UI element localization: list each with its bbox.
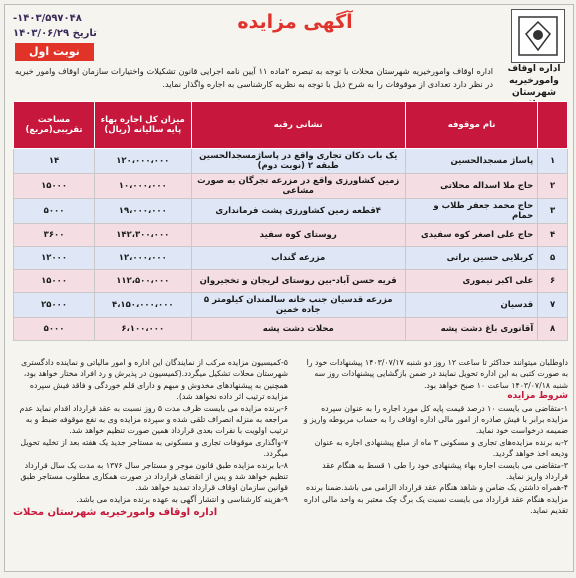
advertisement-page (4, 4, 574, 572)
table-row (14, 293, 568, 318)
cell-index: ۷ (538, 293, 568, 318)
condition-item: ۵-کمیسیون مزایده مرکب از نمایندگان این اداره و امور مالیاتی و نماینده دادگستری شهرستان محلات تشکیل میگردد.(کمیسیون در پذیرش و رد افراد مختار خواهد بود، همچنین به پیشنهادهای مخدوش و مبهم و دارای قلم خوردگی و فاقد فیش سپرده مزایده ترتیب اثر داده نخواهد شد). (21, 358, 288, 402)
header (5, 5, 573, 63)
cell-rent: ۱۴۲،۳۰۰،۰۰۰ (95, 224, 191, 247)
cell-address: مزرعه گنداب (191, 247, 405, 270)
table-row (14, 199, 568, 224)
col-header-address: نشانی رقبه (191, 102, 405, 149)
intro-text: اداره اوقاف وامورخیریه شهرستان محلات با توجه به تبصره ۲ماده ۱۱ آیین نامه اجرایی قانون تشکیلات واختیارات سازمان اوقاف وامور خیریه در نظر دارد تعدادی از موقوفات را به شرح ذیل با توجه به نظریه کارشناسی به اجاره واگذار نماید. (15, 66, 493, 89)
cell-rent: ۱۲۰،۰۰۰،۰۰۰ (95, 149, 191, 174)
cell-rent: ۱۰،۰۰۰،۰۰۰ (95, 174, 191, 199)
cell-index: ۴ (538, 224, 568, 247)
cell-rent: ۱۹،۰۰۰،۰۰۰ (95, 199, 191, 224)
cell-endowment-name: علی اکبر نیموری (405, 270, 537, 293)
cell-address: ۴قطعه زمین کشاورزی پشت فرمانداری (191, 199, 405, 224)
cell-area: ۳۶۰۰ (14, 224, 95, 247)
cell-area: ۱۵۰۰۰ (14, 270, 95, 293)
cell-endowment-name: حاج علی اصغر کوه سفیدی (405, 224, 537, 247)
col-header-index (538, 102, 568, 149)
conditions-right-column (298, 357, 568, 517)
table-row (14, 270, 568, 293)
conditions-section (13, 357, 568, 565)
cell-rent: ۱۱۲،۵۰۰،۰۰۰ (95, 270, 191, 293)
cell-index: ۵ (538, 247, 568, 270)
conditions-left-column (13, 357, 288, 519)
cell-rent: ۱۲،۰۰۰،۰۰۰ (95, 247, 191, 270)
condition-item: ۳-متقاضی می بایست اجاره بهاء پیشنهادی خود را طی ۱ قسط به هنگام عقد قرارداد واریز نماید. (322, 460, 568, 482)
cell-endowment-name: آقانوری باغ دشت پشه (405, 318, 537, 341)
table-row (14, 318, 568, 341)
ad-number (13, 11, 97, 41)
condition-item: ۹-هزینه کارشناسی و انتشار آگهی به عهده برنده مزایده می باشد. (76, 494, 288, 504)
col-header-area: مساحت تقریبی(مربع) (14, 102, 95, 149)
cell-address: محلات دشت پشه (191, 318, 405, 341)
cell-area: ۱۴ (14, 149, 95, 174)
condition-item: ۶-برنده مزایده می بایست ظرف مدت ۵ روز نسبت به عقد قرارداد اقدام نماید عدم مراجعه به منزله انصراف تلقی شده و سپرده مزایده وی به نفع موقوفه ضبط و به ترتیب اولویت با نفرات بعدی قرارداد همین صورت تنظیم خواهد شد. (19, 403, 288, 436)
org-name: اداره اوقاف وامورخیریه شهرستان (507, 64, 561, 98)
condition-item: ۴-همراه داشتن یک ضامن و شاهد هنگام عقد قرارداد الزامی می باشد.ضمنا برنده مزایده هنگام عقد قرارداد می بایست نسبت یک برگ چک معتبر به واحد مالی اداره تقدیم نماید. (303, 483, 568, 516)
condition-item: ۲-به برنده مزایده‌های تجاری و مسکونی ۳ ماه از مبلغ پیشنهادی اجاره به عنوان ودیعه اخذ خواهد گردید. (314, 437, 568, 459)
col-header-rent: میزان کل اجاره بهاء پایه سالیانه (ریال) (95, 102, 191, 149)
cell-index: ۳ (538, 199, 568, 224)
table-row (14, 247, 568, 270)
round-badge: نوبت اول (15, 43, 94, 61)
condition-item: ۱-متقاضی می بایست ۱۰ درصد قیمت پایه کل مورد اجاره را به عنوان سپرده مزایده برابر با فیش صادره از امور مالی اداره اوقاف را به حساب مربوطه واریز و ضمیمه درخواست خود نماید. (303, 403, 568, 436)
table-row (14, 224, 568, 247)
cell-address: روستای کوه سفید (191, 224, 405, 247)
table-row (14, 174, 568, 199)
cell-index: ۸ (538, 318, 568, 341)
cell-address: مزرعه قدسیان جنب خانه سالمندان کیلومتر ۵ جاده خمین (191, 293, 405, 318)
cell-endowment-name: قدسیان (405, 293, 537, 318)
deadline-text: داوطلبان میتوانند حداکثر تا ساعت ۱۲ روز دو شنبه ۱۴۰۳/۰۷/۱۷ پیشنهادات خود را به صورت کتبی به این اداره تحویل نمایند در ضمن بازگشایی پیشنهادات روز سه شنبه ۱۴۰۳/۰۷/۱۸ ساعت ۱۰ صبح خواهد بود. (306, 358, 568, 390)
cell-rent: ۴،۱۵۰،۰۰۰،۰۰۰ (95, 293, 191, 318)
col-header-name: نام موقوفه (405, 102, 537, 149)
ad-title: آگهی مزایده (237, 11, 353, 33)
signature: اداره اوقاف وامورخیریه شهرستان محلات (13, 507, 218, 519)
cell-endowment-name: حاج ملا اسداله محلاتی (405, 174, 537, 199)
cell-endowment-name: پاساژ مسجدالحسین (405, 149, 537, 174)
table-header-row (14, 102, 568, 149)
cell-address: قریه حسن آباد-بین روستای لریجان و تخجیروان (191, 270, 405, 293)
condition-item: ۷-واگذاری موقوفات تجاری و مسکونی به مستاجر جدید یک هفته بعد از تخلیه تحویل میگردد. (20, 437, 288, 459)
cell-area: ۱۵۰۰۰ (14, 174, 95, 199)
cell-address: یک باب دکان تجاری واقع در پاساژمسجدالحسین طبقه ۲ (نوبت دوم) (191, 149, 405, 174)
number-line: ۱۴۰۳/۵۹۷۰۴۸- (13, 13, 82, 24)
cell-area: ۲۵۰۰۰ (14, 293, 95, 318)
cell-area: ۵۰۰۰ (14, 318, 95, 341)
cell-index: ۱ (538, 149, 568, 174)
table-row (14, 149, 568, 174)
condition-item: ۸-با برنده مزایده طبق قانون موجر و مستاجر سال ۱۳۷۶ به مدت یک سال قرارداد تنظیم خواهد شد و پس از انقضای قرارداد در صورت همکاری مطلوب مستاجر طبق قوانین سازمان اوقاف قرارداد تمدید خواهد شد. (20, 460, 288, 493)
cell-index: ۶ (538, 270, 568, 293)
cell-area: ۱۲۰۰۰ (14, 247, 95, 270)
cell-endowment-name: کربلایی حسین براتی (405, 247, 537, 270)
cell-area: ۵۰۰۰ (14, 199, 95, 224)
date-line: تاریخ ۱۴۰۳/۰۶/۲۹ (13, 28, 97, 39)
cell-endowment-name: حاج محمد جعفر طلاب و حمام (405, 199, 537, 224)
conditions-title: شروط مزایده (507, 391, 568, 402)
endowment-emblem-icon (511, 9, 565, 63)
cell-rent: ۶،۱۰۰،۰۰۰ (95, 318, 191, 341)
cell-index: ۲ (538, 174, 568, 199)
endowments-table (13, 101, 568, 341)
cell-address: زمین کشاورزی واقع در مزرعه تجرگان به صورت مشاعی (191, 174, 405, 199)
